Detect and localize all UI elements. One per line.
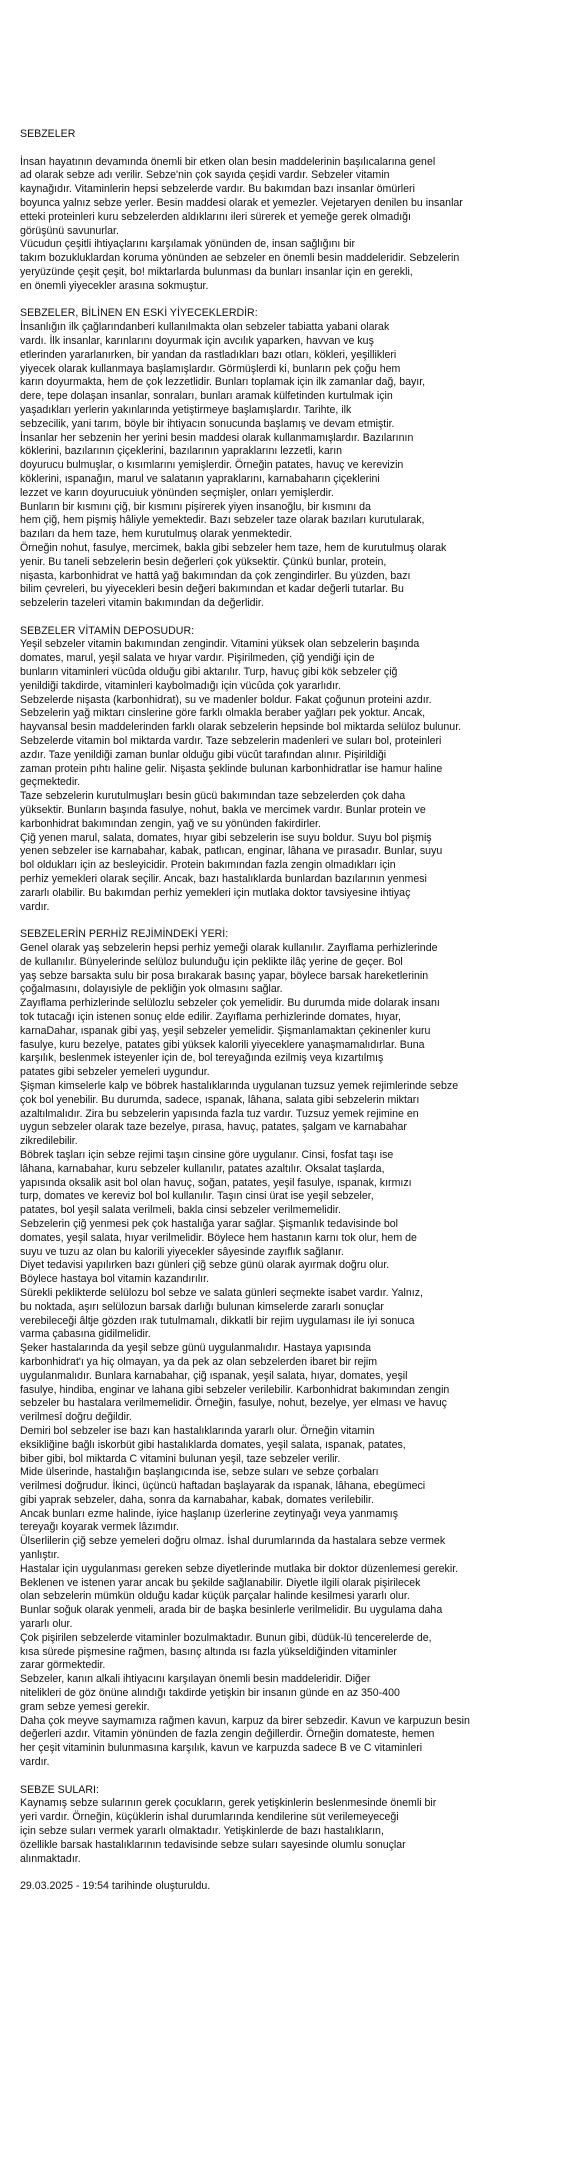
paragraph-line: Beklenen ve istenen yarar ancak bu şekilde sağlanabilir. Diyetle ilgili olarak pişirilecek (20, 1576, 421, 1589)
paragraph-line: domates, yeşil salata, hıyar verilmelidir. Böylece hem hastanın karnı tok olur, hem de (20, 1231, 417, 1244)
paragraph-line: yararlı olur. (20, 1618, 73, 1631)
paragraph-line: Diyet tedavisi yapılırken bazı günleri çiğ sebze günü olarak ayırmak doğru olur. (20, 1259, 390, 1272)
paragraph-line: yeryüzünde çeşit çeşit, bo! miktarlarda bulunması da bunları insanlar için en gerekli, (20, 265, 413, 278)
paragraph-line: Vücudun çeşitli ihtiyaçlarını karşılamak yönünden de, insan sağlığını bir (20, 238, 356, 251)
paragraph-line: yüksektir. Bunların başında fasulye, nohut, bakla ve mercimek vardır. Bunlar protein ve (20, 804, 426, 817)
paragraph-line: verilmesî doğru değildir. (20, 1411, 132, 1424)
paragraph-line: değerleri azdır. Vitamin yönünden de fazla zengin değillerdir. Örneğin domateste, hemen (20, 1728, 435, 1741)
paragraph-line: yaş sebze barsakta sulu bir posa bırakarak basınç yapar, böylece barsak hareketlerinin (20, 969, 429, 982)
paragraph-line: köklerini, ıspanağın, marul ve salatanın yapraklarını, karnabaharın çiçeklerini (20, 472, 380, 485)
paragraph-line: en önemli yiyecekler arasına sokmuştur. (20, 279, 209, 292)
paragraph-line: kısa sürede pişmesine rağmen, basınç altında ısı fazla yükseldiğinden vitaminler (20, 1645, 397, 1658)
paragraph-line: yenildiği takdirde, vitaminleri kaybolmadığı için vücûda çok yararlıdır. (20, 679, 341, 692)
section-heading: SEBZELER, BİLİNEN EN ESKİ YİYECEKLERDİR: (20, 307, 258, 320)
paragraph-line: Zayıflama perhizlerinde selülozlu sebzeler çok yemelidir. Bu durumda mide dolarak insanı (20, 997, 440, 1010)
paragraph-line: Bunlar soğuk olarak yenmeli, arada bir de başka besinlerle verilmelidir. Bu uygulama daha (20, 1604, 443, 1617)
paragraph-line: zikredilebilir. (20, 1135, 78, 1148)
paragraph-line: sebzecilik, yani tarım, böyle bir ihtiyacın sonucunda başlamış ve devam etmiştir. (20, 417, 395, 430)
paragraph-line: nitelikleri de göz önüne alındığı takdirde yetişkin bir insanın günde en az 350-400 (20, 1687, 400, 1700)
paragraph-line: yenen sebzeler ise karnabahar, kabak, patlıcan, enginar, lâhana ve pırasadır. Bunlar, suyu (20, 845, 443, 858)
paragraph-line: her çeşit vitaminin bulunmasına karşılık, kavun ve karpuzda sadece B ve C vitaminleri (20, 1742, 423, 1755)
paragraph-line: özellikle barsak hastalıklarının tedavisinde sebze suları sayesinde olumlu sonuçlar (20, 1838, 406, 1851)
paragraph-line: takım bozukluklardan koruma yönünden ae sebzeler en önemli besin maddeleridir. Sebzelerin (20, 252, 460, 265)
paragraph-line: doyurucu bulmuşlar, o kısımlarını yemişlerdir. Örneğin patates, havuç ve kerevizin (20, 459, 404, 472)
paragraph-line: Sürekli peklikterde selülozu bol sebze ve salata günleri seçmekte isabet vardır. Yalnız, (20, 1286, 423, 1299)
paragraph-line: etteki proteinleri kuru sebzelerden aldıklarını ileri sürerek et yemeğe gerek olmadığı (20, 210, 411, 223)
paragraph-line: zararlı olabilir. Bu bakımdan perhiz yemekleri için mutlaka doktor tavsiyesine ihtiyaç (20, 886, 411, 899)
paragraph-line: uygulanmalıdır. Bunlara karnabahar, çiğ ıspanak, yeşil salata, hıyar, domates, yeşil (20, 1369, 408, 1382)
creation-timestamp: 29.03.2025 - 19:54 tarihinde oluşturuldu. (20, 1880, 211, 1893)
paragraph-line: patates gibi sebzeler yemeleri uygundur. (20, 1066, 210, 1079)
paragraph-line: için sebze suları vermek yararlı olmaktadır. Yetişkinlerde de bazı hastalıkların, (20, 1825, 384, 1838)
paragraph-line: lezzet ve karın doyurucuiuk yönünden seçmişler, onları yemişlerdir. (20, 486, 334, 499)
paragraph-line: eksikliğine bağlı iskorbüt gibi hastalıklarda domates, yeşil salata, ıspanak, patates, (20, 1438, 406, 1451)
paragraph-line: de kullanılır. Bünyelerinde selüloz bulunduğu için peklikte ilâç yerine de geçer. Bol (20, 955, 403, 968)
paragraph-line: hayvansal besin maddelerinden farklı olarak sebzelerin hepsinde bol miktarda selüloz bulunur. (20, 721, 462, 734)
paragraph-line: patates, bol yeşil salata verilmeli, bakla cinsi sebzeler verilmemelidir. (20, 1204, 341, 1217)
paragraph-line: çoğalmasını, dolayısiyle de pekliğin yok olmasını sağlar. (20, 983, 283, 996)
paragraph-line: görüşünü savunurlar. (20, 224, 119, 237)
paragraph-line: vardır. (20, 900, 50, 913)
paragraph-line: Daha çok meyve saymamıza rağmen kavun, karpuz da birer sebzedir. Kavun ve karpuzun besin (20, 1714, 470, 1727)
paragraph-line: Bunların bir kısmını çiğ, bir kısmını pişirerek yiyen insanoğlu, bir kısmını da (20, 500, 371, 513)
paragraph-line: nişasta, karbonhidrat ve hattâ yağ bakımından da çok zengindirler. Bu yüzden, bazı (20, 569, 411, 582)
paragraph-line: biber gibi, bol miktarda C vitamini bulunan yeşil, taze sebzeler verilir. (20, 1452, 341, 1465)
paragraph-line: varma çabasına gidilmelidir. (20, 1328, 151, 1341)
paragraph-line: bu noktada, aşırı selülozun barsak darlığı bulunan kimselerde zararlı sonuçlar (20, 1300, 384, 1313)
paragraph-line: olan sebzelerin mümkün olduğu kadar küçük parçalar halinde kesilmesi yararlı olur. (20, 1590, 410, 1603)
paragraph-line: Kaynamış sebze sularının gerek çocukların, gerek yetişkinlerin beslenmesinde önemli bir (20, 1797, 437, 1810)
paragraph-line: kaynağıdır. Vitaminlerin hepsi sebzelerde vardır. Bu bakımdan bazı insanlar ömürleri (20, 183, 415, 196)
paragraph-line: azaltılmalıdır. Zira bu sebzelerin yapısında fazla tuz vardır. Tuzsuz yemek rejimine en (20, 1107, 419, 1120)
paragraph-line: karın doyurmakta, hem de çok lezzetlidir. Bunları toplamak için ilk zamanlar dağ, bayır, (20, 376, 426, 389)
paragraph-line: alınmaktadır. (20, 1852, 81, 1865)
paragraph-line: karşılık, beslenmek isteyenler için de, bol tereyağında ezilmiş veya kızartılmış (20, 1052, 384, 1065)
paragraph-line: Sebzelerde nişasta (karbonhidrat), su ve madenler boldur. Fakat çoğunun proteini azdır. (20, 693, 432, 706)
paragraph-line: Sebzelerde vitamin bol miktarda vardır. Taze sebzelerin madenleri ve suları bol, proteinleri (20, 735, 442, 748)
section (20, 156, 559, 294)
paragraph-line: yanlıştır. (20, 1549, 60, 1562)
paragraph-line: bilim çevreleri, bu yiyecekleri besin değeri bakımından et kadar değerli tutarlar. Bu (20, 583, 404, 596)
paragraph-line: domates, marul, yeşil salata ve hıyar vardır. Pişirilmeden, çiğ yendiği için de (20, 652, 375, 665)
paragraph-line: gibi yaprak sebzeler, daha, sonra da karnabahar, kabak, domates verilebilir. (20, 1493, 374, 1506)
paragraph-line: verebileceği âltje gözden ırak tutulmamalı, dikkatli bir rejim uygulaması ile iyi sonuca (20, 1314, 415, 1327)
paragraph-line: yenir. Bu taneli sebzelerin besin değerleri çok yüksektir. Çünkü bunlar, protein, (20, 555, 387, 568)
paragraph-line: Ülserlilerin çiğ sebze yemeleri doğru olmaz. İshal durumlarında da hastalara sebze vermek (20, 1535, 446, 1548)
paragraph-line: geçmektedir. (20, 776, 81, 789)
paragraph-line: vardı. İlk insanlar, karınlarını doyurmak için avcılık yaparken, havvan ve kuş (20, 334, 374, 347)
paragraph-line: gram sebze yemesi gerekir. (20, 1700, 150, 1713)
section (20, 1784, 559, 1867)
paragraph-line: tok tutacağı için istenen sonuç elde edilir. Zayıflama perhizlerinde domates, hıyar, (20, 1011, 401, 1023)
paragraph-line: zarar görmektedir. (20, 1659, 106, 1672)
paragraph-line: sebzelerin tazeleri vitamin bakımından da değerlidir. (20, 597, 264, 610)
paragraph-line: Hastalar için uygulanması gereken sebze diyetlerinde mutlaka bir doktor düzenlemesi gerekir. (20, 1562, 459, 1575)
paragraph-line: Böbrek taşları için sebze rejimi taşın cinsine göre uygulanır. Cinsi, fosfat taşı ise (20, 1148, 394, 1161)
paragraph-line: zaman protein pıhtı haline gelir. Nişasta şeklinde bulunan karbonhidratlar ise hamur haline (20, 762, 443, 775)
paragraph-line: Örneğin nohut, fasulye, mercimek, bakla gibi sebzeler hem taze, hem de kurutulmuş olarak (20, 541, 447, 554)
paragraph-line: tereyağı koyarak vermek lâzımdır. (20, 1521, 179, 1534)
section-heading: SEBZELERİN PERHİZ REJİMİNDEKİ YERİ: (20, 928, 229, 941)
paragraph-line: fasulye, hindiba, enginar ve lahana gibi sebzeler verilebilir. Karbonhidrat bakımından zengin (20, 1383, 450, 1396)
paragraph-line: çok bol yenebilir. Bu durumda, sadece, ıspanak, lâhana, salata gibi sebzelerin miktarı (20, 1093, 420, 1106)
paragraph-line: suyu ve tuzu az olan bu kalorili yiyecekler sâyesinde zayıflık sağlanır. (20, 1245, 344, 1258)
document-body (20, 156, 559, 1867)
paragraph-line: ad olarak sebze adı verilir. Sebze'nin çok sayıda çeşidi vardır. Sebzeler vitamin (20, 169, 390, 182)
paragraph-line: köklerini, bazılarının çiçeklerini, bazılarının yapraklarını lezzetli, karın (20, 445, 343, 458)
paragraph-line: Şişman kimselerle kalp ve böbrek hastalıklarında uygulanan tuzsuz yemek rejimlerinde sebze (20, 1079, 459, 1092)
paragraph-line: boyunca yalnız sebze yerler. Besin maddesi olarak et yemezler. Vejetaryen denilen bu insanlar (20, 196, 463, 209)
document-title: SEBZELER (20, 128, 76, 140)
paragraph-line: etlerinden yararlanırken, bir yandan da rastladıkları bazı otları, kökleri, yeşillikleri (20, 348, 397, 361)
paragraph-line: Şeker hastalarında da yeşil sebze günü uygulanmalıdır. Hastaya yapısında (20, 1342, 371, 1355)
paragraph-line: karbonhidrat'ı ya hiç olmayan, ya da pek az olan sebzelerden ibaret bir rejim (20, 1355, 378, 1368)
section (20, 307, 559, 611)
paragraph-line: Böylece hastaya bol vitamin kazandırılır. (20, 1273, 210, 1286)
paragraph-line: Taze sebzelerin kurutulmuşları besin gücü bakımından taze sebzelerden çok daha (20, 790, 406, 803)
paragraph-line: karnaDahar, ıspanak gibi yaş, yeşil sebzeler yemelidir. Şişmanlamaktan çekinenler kuru (20, 1024, 431, 1037)
paragraph-line: bazıları da hem taze, hem kurutulmuş olarak yenmektedir. (20, 528, 293, 541)
paragraph-line: uygun sebzeler olarak taze bezelye, pırasa, havuç, patates, şalgam ve karnabahar (20, 1121, 407, 1134)
paragraph-line: yaşadıkları yerlerin yakınlarında yetiştirmeye başlamışlardır. Tarihte, ilk (20, 403, 352, 416)
section (20, 928, 559, 1770)
section-heading: SEBZELER VİTAMİN DEPOSUDUR: (20, 624, 195, 637)
paragraph-line: yiyecek olarak kullanmaya başlamışlardır. Görmüşlerdi ki, bunların pek çoğu hem (20, 362, 401, 375)
paragraph-line: yeri vardır. Örneğin, küçüklerin ishal durumlarında kendilerine süt verilemeyeceği (20, 1811, 399, 1824)
paragraph-line: fasulye, kuru bezelye, patates gibi yüksek kalorili yiyeceklere yanaşmamalıdırlar. Buna (20, 1038, 425, 1051)
paragraph-line: Çok pişirilen sebzelerde vitaminler bozulmaktadır. Bunun gibi, düdük-lü tencerelerde de, (20, 1631, 432, 1644)
paragraph-line: azdır. Taze yenildiği zaman bunlar olduğu gibi vücût tarafından alınır. Pişirildiği (20, 748, 387, 761)
paragraph-line: turp, domates ve kereviz bol bol kullanılır. Taşın cinsi ürat ise yeşil sebzeler, (20, 1190, 374, 1203)
paragraph-line: dere, tepe dolaşan insanlar, sonraları, bunları aramak külfetinden kurtulmak için (20, 390, 393, 403)
paragraph-line: İnsan hayatının devamında önemli bir etken olan besin maddelerinin başılıcalarına genel (20, 155, 436, 168)
paragraph-line: Genel olarak yaş sebzelerin hepsi perhiz yemeği olarak kullanılır. Zayıflama perhizlerinde (20, 942, 438, 955)
paragraph-line: İnsanlığın ilk çağlarındanberi kullanılmakta olan sebzeler tabiatta yabani olarak (20, 321, 390, 334)
paragraph-line: bunların vitaminleri vücûda olduğu gibi aktarılır. Turp, havuç gibi kök sebzeler çiğ (20, 666, 398, 679)
paragraph-line: Demiri bol sebzeler ise bazı kan hastalıklarında yararlı olur. Örneğin vitamin (20, 1424, 375, 1437)
paragraph-line: yapısında oksalik asit bol olan havuç, soğan, patates, yeşil fasulye, ıspanak, kırmızı (20, 1176, 412, 1189)
paragraph-line: Mide ülserinde, hastalığın başlangıcında ise, sebze suları ve sebze çorbaları (20, 1466, 379, 1479)
paragraph-line: Yeşil sebzeler vitamin bakımından zengindir. Vitamini yüksek olan sebzelerin başında (20, 638, 420, 651)
paragraph-line: sebzeler bu hastalara verilmemelidir. Örneğin, fasulye, nohut, bezelye, yer elması ve havuç (20, 1397, 447, 1410)
paragraph-line: Çiğ yenen marul, salata, domates, hıyar gibi sebzelerin ise suyu boldur. Suyu bol pişmiş (20, 831, 432, 844)
paragraph-line: İnsanlar her sebzenin her yerini besin maddesi olarak kullanmamışlardır. Bazılarının (20, 431, 414, 444)
section-heading: SEBZE SULARI: (20, 1783, 99, 1796)
paragraph-line: verilmesi doğrudur. İkinci, üçüncü haftadan başlayarak da ıspanak, lâhana, ebegümeci (20, 1480, 426, 1493)
paragraph-line: Ancak bunları ezme halinde, iyice haşlanıp üzerlerine zeytinyağı veya yanmamış (20, 1507, 399, 1520)
paragraph-line: Sebzelerin yağ miktarı cinslerine göre farklı olmakla beraber yağları pek yoktur. Ancak, (20, 707, 426, 720)
section (20, 625, 559, 915)
paragraph-line: Sebzelerin çiğ yenmesi pek çok hastalığa yarar sağlar. Şişmanlık tedavisinde bol (20, 1217, 399, 1230)
paragraph-line: Sebzeler, kanın alkali ihtiyacını karşılayan önemli besin maddeleridir. Diğer (20, 1673, 371, 1686)
paragraph-line: bol oldukları için az besleyicidir. Protein bakımından fazla zengin olmadıkları için (20, 859, 396, 872)
paragraph-line: hem çiğ, hem pişmiş hâliyle yemektedir. Bazı sebzeler taze olarak bazıları kurutularak, (20, 514, 425, 527)
paragraph-line: vardır. (20, 1756, 50, 1769)
paragraph-line: lâhana, karnabahar, kuru sebzeler kullanılır, patates azaltılır. Oksalat taşlarda, (20, 1162, 385, 1175)
paragraph-line: karbonhidrat bakımından zengin, yağ ve su yönünden fakirdirler. (20, 817, 321, 830)
paragraph-line: perhiz yemekleri olarak seçilir. Ancak, bazı hastalıklarda bunlardan bazılarının yenmesi (20, 873, 427, 886)
